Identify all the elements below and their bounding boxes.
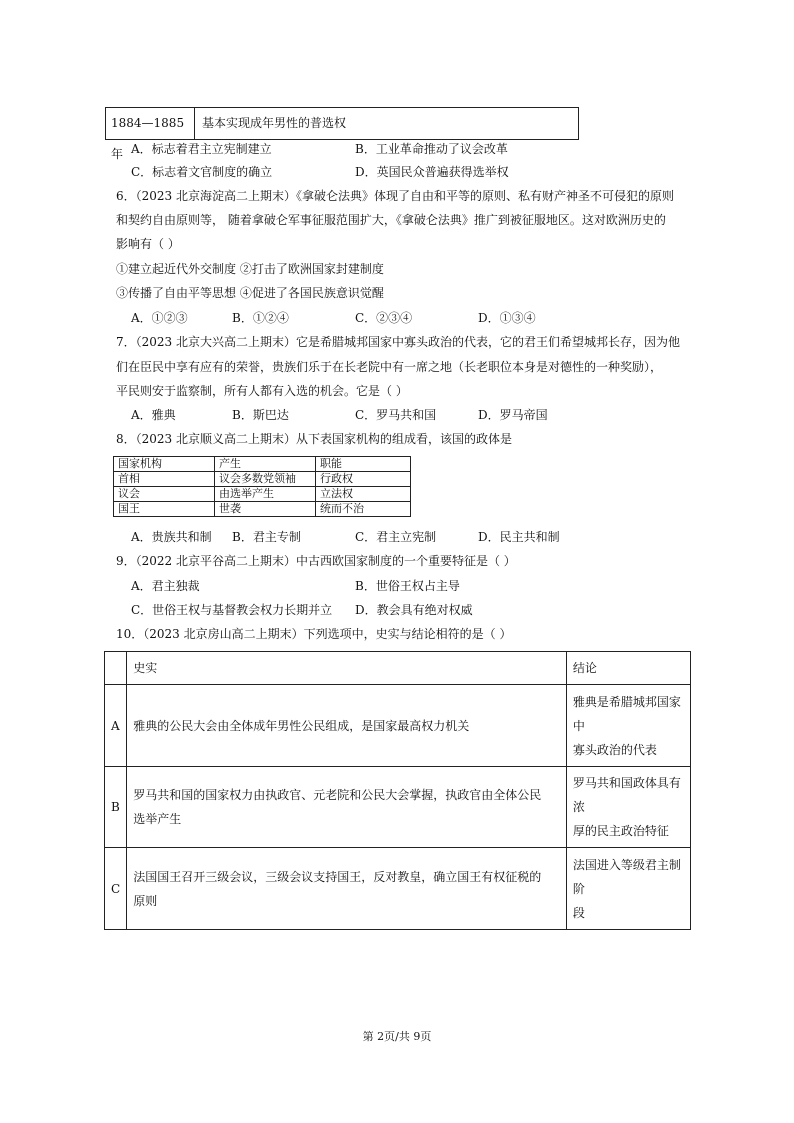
q6-option-d: D．①③④ bbox=[478, 311, 536, 325]
fact-line: 罗马共和国的国家权力由执政官、元老院和公民大会掌握，执政官由全体公民 bbox=[133, 788, 542, 802]
conclusion-line: 段 bbox=[572, 905, 585, 920]
q7-text-line3: 平民则安于监察制，所有人都有入选的机会。它是（ ） bbox=[116, 384, 408, 398]
table-header-cell: 国家机构 bbox=[114, 457, 215, 472]
fact-conclusion-table bbox=[104, 651, 691, 930]
fact-cell: 雅典的公民大会由全体成年男性公民组成，是国家最高权力机关 bbox=[127, 685, 567, 767]
q6-option-c: C．②③④ bbox=[355, 311, 413, 325]
q6-option-b: B．①②④ bbox=[232, 311, 289, 325]
table-cell: 世袭 bbox=[215, 502, 316, 517]
q6-text-line3: 影响有（ ） bbox=[116, 237, 180, 251]
q6-text-line1: 6．（2023 北京海淀高二上期末）《拿破仑法典》体现了自由和平等的原则、私有财产神圣不可侵犯的原则 bbox=[116, 189, 674, 203]
conclusion-line: 罗马共和国政体具有 bbox=[572, 776, 681, 790]
q6-option-a: A．①②③ bbox=[131, 311, 188, 325]
page-number-footer: 第 2页/共 9页 bbox=[362, 1030, 432, 1043]
conclusion-line: 雅典是希腊城邦国家 bbox=[572, 694, 681, 709]
q6-item-line1: ①建立起近代外交制度 ②打击了欧洲国家封建制度 bbox=[116, 262, 384, 276]
q9-option-a: A．君主独裁 bbox=[131, 579, 200, 593]
row-label: A bbox=[105, 685, 127, 767]
table-header-row bbox=[114, 457, 411, 472]
q5-option-d: D．英国民众普遍获得选举权 bbox=[355, 165, 509, 179]
table-row bbox=[105, 767, 691, 848]
fact-cell bbox=[127, 848, 567, 930]
conclusion-line: 中 bbox=[572, 718, 585, 733]
table-row bbox=[114, 487, 411, 502]
table-header-cell: 结论 bbox=[566, 652, 690, 685]
table-header-cell: 产生 bbox=[215, 457, 316, 472]
table-row bbox=[114, 472, 411, 487]
q7-option-b: B．斯巴达 bbox=[232, 408, 289, 422]
q8-option-d: D．民主共和制 bbox=[478, 530, 560, 544]
table-header-row bbox=[105, 652, 691, 685]
table-header-cell: 史实 bbox=[127, 652, 567, 685]
q7-text-line1: 7．（2023 北京大兴高二上期末）它是希腊城邦国家中寡头政治的代表，它的君王们希望城邦长存，因为他 bbox=[116, 335, 680, 349]
q5-option-b: B．工业革命推动了议会改革 bbox=[355, 142, 508, 156]
government-structure-table bbox=[113, 456, 411, 517]
table-row bbox=[114, 502, 411, 517]
q7-option-a: A．雅典 bbox=[131, 408, 176, 422]
table-cell: 行政权 bbox=[316, 472, 411, 487]
fact-cell bbox=[127, 767, 567, 848]
q7-option-c: C．罗马共和国 bbox=[355, 408, 437, 422]
fact-line: 选举产生 bbox=[133, 812, 182, 826]
fact-line: 法国国王召开三级会议，三级会议支持国王，反对教皇，确立国王有权征税的 bbox=[133, 869, 542, 884]
top-table-year: 1884—1885 年 bbox=[106, 108, 195, 139]
row-label: C bbox=[105, 848, 127, 930]
conclusion-line: 厚的民主政治特征 bbox=[572, 824, 669, 838]
table-cell: 议会 bbox=[114, 487, 215, 502]
top-table-event: 基本实现成年男性的普选权 bbox=[202, 116, 347, 130]
conclusion-cell bbox=[566, 767, 690, 848]
table-header-cell bbox=[105, 652, 127, 685]
table-row bbox=[105, 685, 691, 767]
conclusion-cell bbox=[566, 685, 690, 767]
table-header-cell: 职能 bbox=[316, 457, 411, 472]
q9-option-b: B．世俗王权占主导 bbox=[355, 579, 460, 593]
conclusion-line: 浓 bbox=[572, 800, 585, 814]
q8-option-b: B．君主专制 bbox=[232, 530, 301, 544]
table-cell: 统而不治 bbox=[316, 502, 411, 517]
q10-text-line1: 10．（2023 北京房山高二上期末）下列选项中，史实与结论相符的是（ ） bbox=[116, 627, 512, 641]
conclusion-cell bbox=[566, 848, 690, 930]
row-label: B bbox=[105, 767, 127, 848]
q9-text-line1: 9．（2022 北京平谷高二上期末）中古西欧国家制度的一个重要特征是（ ） bbox=[116, 554, 516, 568]
table-cell: 首相 bbox=[114, 472, 215, 487]
conclusion-line: 法国进入等级君主制 bbox=[572, 857, 681, 872]
q9-option-d: D．教会具有绝对权威 bbox=[355, 603, 473, 617]
q7-text-line2: 们在臣民中享有应有的荣誉，贵族们乐于在长老院中有一席之地（长老职位本身是对德性的一种奖励）， bbox=[116, 360, 663, 374]
q8-text-line1: 8．（2023 北京顺义高二上期末）从下表国家机构的组成看，该国的政体是 bbox=[116, 432, 512, 446]
q9-option-c: C．世俗王权与基督教会权力长期并立 bbox=[131, 603, 333, 617]
q7-option-d: D．罗马帝国 bbox=[478, 408, 548, 422]
q8-option-a: A．贵族共和制 bbox=[131, 530, 212, 544]
q6-item-line2: ③传播了自由平等思想 ④促进了各国民族意识觉醒 bbox=[116, 286, 384, 300]
table-cell: 立法权 bbox=[316, 487, 411, 502]
q5-option-c: C．标志着文官制度的确立 bbox=[131, 165, 273, 179]
conclusion-line: 寡头政治的代表 bbox=[572, 742, 657, 757]
q5-option-a: A．标志着君主立宪制建立 bbox=[131, 142, 272, 156]
q6-text-line2: 和契约自由原则等， 随着拿破仑军事征服范围扩大，《拿破仑法典》推广到被征服地区。这对欧洲历史的 bbox=[116, 213, 666, 227]
fact-line: 原则 bbox=[133, 893, 158, 908]
table-row bbox=[105, 848, 691, 930]
q8-option-c: C．君主立宪制 bbox=[355, 530, 437, 544]
conclusion-line: 阶 bbox=[572, 881, 585, 896]
table-cell: 国王 bbox=[114, 502, 215, 517]
table-cell: 议会多数党领袖 bbox=[215, 472, 316, 487]
table-cell: 由选举产生 bbox=[215, 487, 316, 502]
